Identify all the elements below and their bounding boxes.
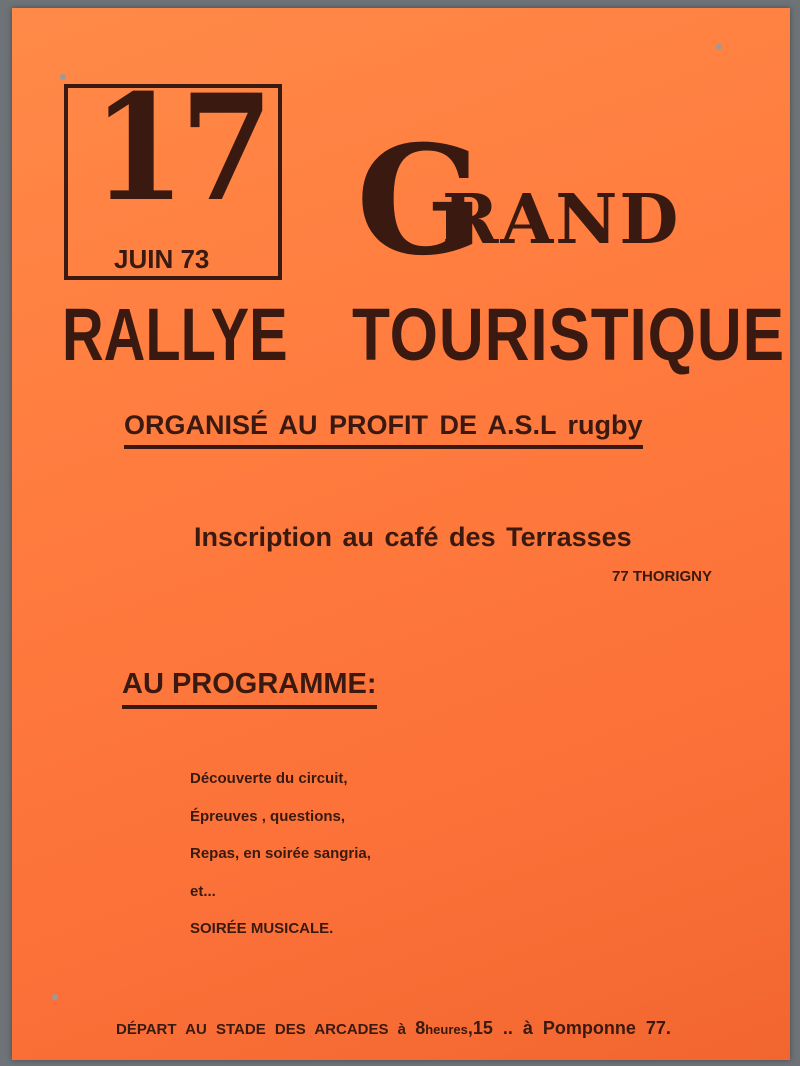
- programme-heading: AU PROGRAMME:: [122, 668, 377, 709]
- departure-hours-word: heures: [425, 1022, 468, 1037]
- departure-hour: 8: [415, 1018, 426, 1038]
- pin-hole: [52, 994, 58, 1000]
- event-month: JUIN 73: [114, 244, 210, 274]
- programme-item: Épreuves , questions,: [190, 807, 346, 825]
- event-day: 17: [92, 63, 268, 234]
- departure-place: DÉPART AU STADE DES ARCADES à: [116, 1021, 407, 1038]
- programme-item: et...: [190, 882, 216, 900]
- poster: [12, 8, 790, 1060]
- title-touristique: TOURISTIQUE: [352, 293, 785, 376]
- departure-info: [116, 1018, 671, 1039]
- date-box: [64, 63, 282, 280]
- programme-item: Découverte du circuit,: [190, 770, 348, 787]
- programme-list: [190, 760, 371, 948]
- pin-hole: [60, 74, 66, 80]
- title-grand-initial: G: [356, 113, 485, 289]
- title-rallye: RALLYE: [62, 293, 288, 376]
- programme-item: Repas, en soirée sangria,: [190, 845, 371, 862]
- inscription-text: Inscription au café des Terrasses: [194, 522, 632, 552]
- inscription-location: 77 THORIGNY: [612, 568, 713, 585]
- departure-rest: ,15 .. à Pomponne 77.: [467, 1018, 671, 1038]
- programme-item: SOIRÉE MUSICALE.: [190, 920, 334, 937]
- title-grand-rest: RAND: [442, 180, 681, 260]
- organised-by: ORGANISÉ AU PROFIT DE A.S.L rugby: [124, 410, 643, 449]
- pin-hole: [716, 44, 722, 50]
